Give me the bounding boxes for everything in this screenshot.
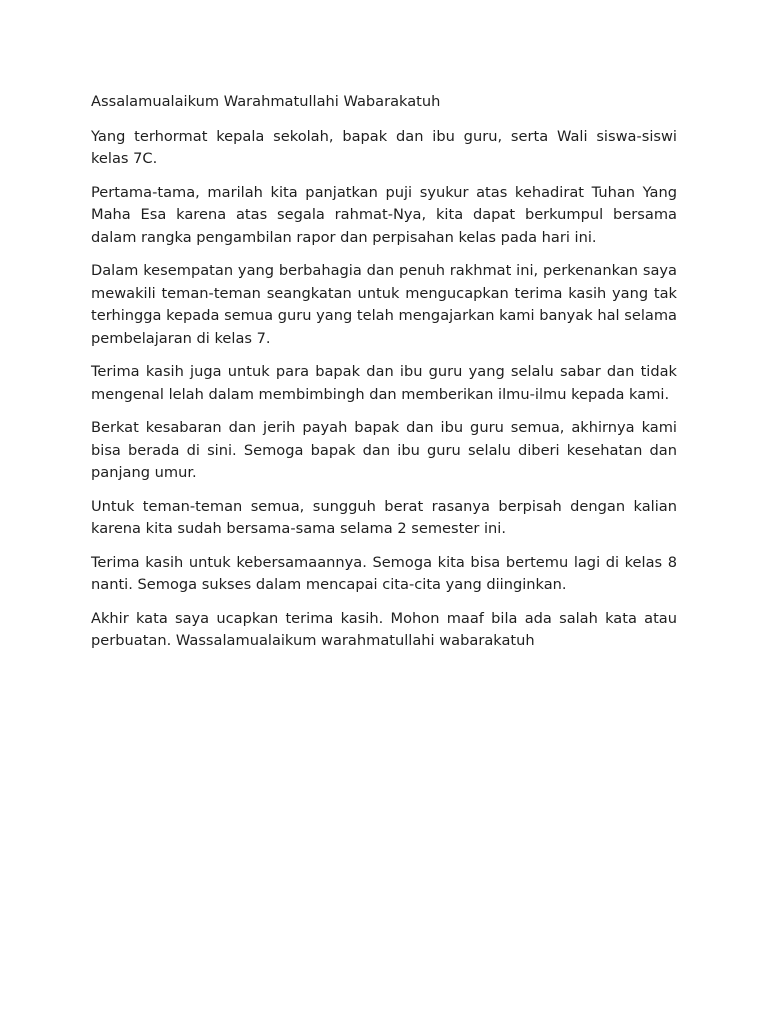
paragraph-blessing: Berkat kesabaran dan jerih payah bapak dan ibu guru semua, akhirnya kami bisa berada di sini. Semoga bapak dan ibu guru selalu diberi kesehatan dan panjang umur.	[91, 419, 677, 481]
paragraph-patience: Terima kasih juga untuk para bapak dan ibu guru yang selalu sabar dan tidak mengenal lelah dalam membimbingh dan memberikan ilmu-ilmu kepada kami.	[91, 363, 677, 403]
paragraph-salutation: Yang terhormat kepala sekolah, bapak dan ibu guru, serta Wali siswa-siswi kelas 7C.	[91, 127, 677, 167]
document-page	[91, 91, 677, 664]
paragraph-gratitude-to-god: Pertama-tama, marilah kita panjatkan puji syukur atas kehadirat Tuhan Yang Maha Esa karena atas segala rahmat-Nya, kita dapat berkumpul bersama dalam rangka pengambilan rapor dan perpisahan kelas pada hari ini.	[91, 183, 677, 246]
paragraph-togetherness: Terima kasih untuk kebersamaannya. Semoga kita bisa bertemu lagi di kelas 8 nanti. Semoga sukses dalam mencapai cita-cita yang diinginkan.	[91, 553, 677, 593]
paragraph-closing: Akhir kata saya ucapkan terima kasih. Mohon maaf bila ada salah kata atau perbuatan. Wassalamualaikum warahmatullahi wabarakatuh	[91, 609, 677, 649]
paragraph-thanks-teachers: Dalam kesempatan yang berbahagia dan penuh rakhmat ini, perkenankan saya mewakili teman-teman seangkatan untuk mengucapkan terima kasih yang tak terhingga kepada semua guru yang telah mengajarkan kami banyak hal selama pembelajaran di kelas 7.	[91, 262, 677, 347]
paragraph-friends: Untuk teman-teman semua, sungguh berat rasanya berpisah dengan kalian karena kita sudah bersama-sama selama 2 semester ini.	[91, 497, 677, 537]
opening-greeting: Assalamualaikum Warahmatullahi Wabarakatuh	[91, 93, 441, 110]
